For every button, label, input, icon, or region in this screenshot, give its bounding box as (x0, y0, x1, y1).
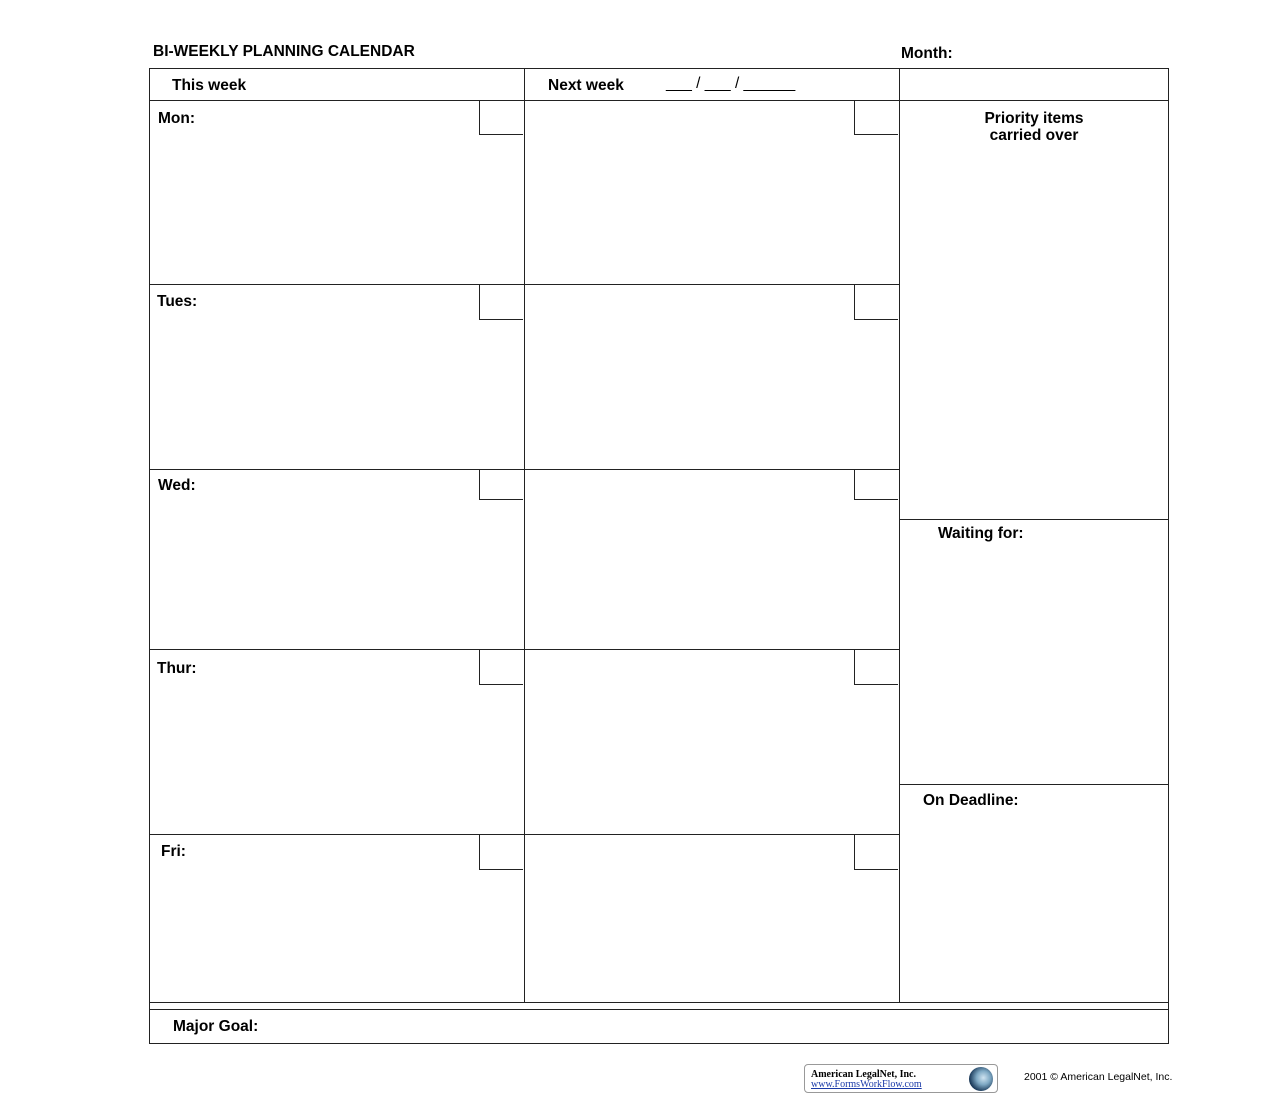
page-title: BI-WEEKLY PLANNING CALENDAR (153, 43, 415, 60)
day-label-mon: Mon: (158, 110, 196, 127)
month-label: Month: (901, 45, 953, 62)
waiting-for-label: Waiting for: (938, 525, 1024, 542)
date-box-this-thur[interactable] (479, 649, 523, 685)
day-label-wed: Wed: (158, 477, 196, 494)
on-deadline-label: On Deadline: (923, 792, 1019, 809)
copyright-text: 2001 © American LegalNet, Inc. (1024, 1071, 1173, 1083)
this-week-header: This week (172, 77, 247, 94)
date-box-next-fri[interactable] (854, 834, 898, 870)
date-box-this-tues[interactable] (479, 284, 523, 320)
date-box-next-tues[interactable] (854, 284, 898, 320)
date-box-next-wed[interactable] (854, 469, 898, 500)
next-week-date-field[interactable]: ___ / ___ / ______ (666, 75, 796, 92)
date-box-this-mon[interactable] (479, 100, 523, 135)
american-legalnet-logo[interactable] (804, 1064, 998, 1093)
priority-items-label: Priority items carried over (984, 110, 1084, 144)
day-label-thur: Thur: (157, 660, 197, 677)
day-label-fri: Fri: (161, 843, 186, 860)
logo-url-link[interactable]: www.FormsWorkFlow.com (811, 1079, 922, 1090)
date-box-next-mon[interactable] (854, 100, 898, 135)
globe-icon (969, 1067, 993, 1091)
next-week-header: Next week (548, 77, 624, 94)
date-box-next-thur[interactable] (854, 649, 898, 685)
logo-company-name: American LegalNet, Inc. (811, 1069, 916, 1080)
day-label-tues: Tues: (157, 293, 198, 310)
major-goal-label: Major Goal: (173, 1018, 259, 1035)
date-box-this-wed[interactable] (479, 469, 523, 500)
date-box-this-fri[interactable] (479, 834, 523, 870)
